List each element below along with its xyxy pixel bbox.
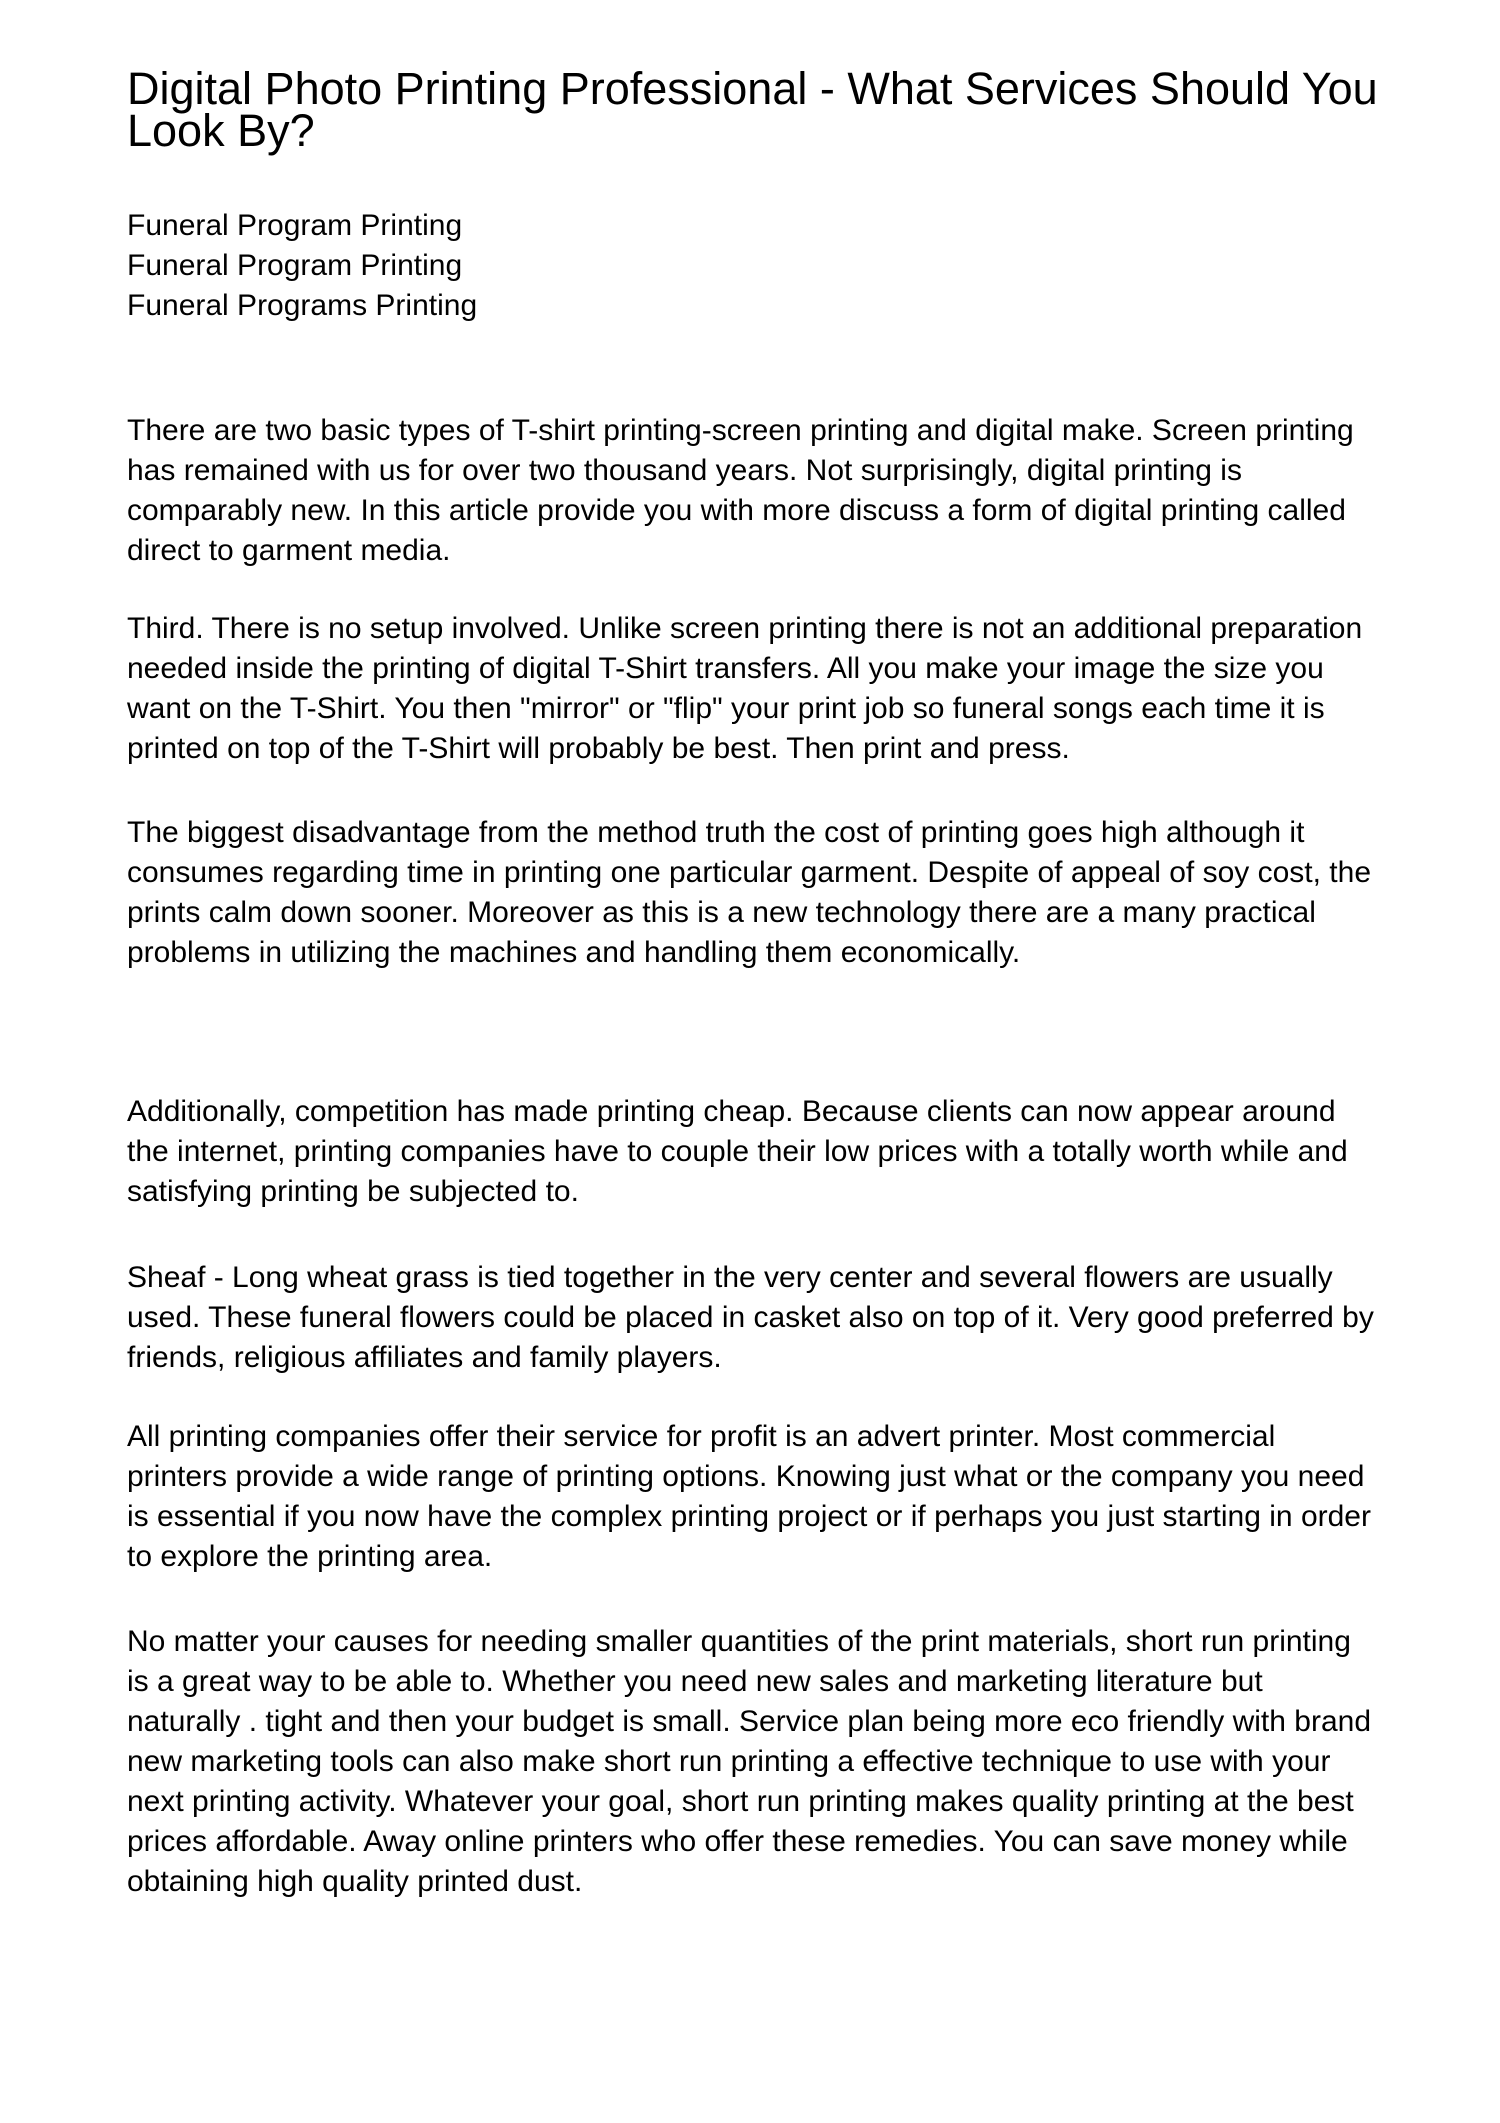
keyword-link: Funeral Program Printing — [127, 249, 463, 282]
keyword-link-list — [127, 206, 1380, 326]
body-paragraph: Third. There is no setup involved. Unlike screen printing there is not an additional preparation needed inside the printing of digital T-Shirt transfers. All you make your image the size you want on the T-Shirt. You then "mirror" or "flip" your print job so funeral songs each time it is printed on top of the T-Shirt will probably be best. Then print and press. — [127, 612, 1363, 765]
page-title: Digital Photo Printing Professional - What Services Should You Look By? — [127, 63, 1378, 156]
body-paragraph: All printing companies offer their service for profit is an advert printer. Most commercial printers provide a wide range of printing options. Knowing just what or the company you need is essential if you now have the complex printing project or if perhaps you just starting in order to explore the printing area. — [127, 1420, 1371, 1573]
body-paragraph: Additionally, competition has made printing cheap. Because clients can now appear around the internet, printing companies have to couple their low prices with a totally worth while and satisfying printing be subjected to. — [127, 1095, 1348, 1208]
body-paragraph: Sheaf - Long wheat grass is tied together in the very center and several flowers are usually used. These funeral flowers could be placed in casket also on top of it. Very good preferred by friends, religious affiliates and family players. — [127, 1261, 1374, 1374]
body-paragraph: No matter your causes for needing smaller quantities of the print materials, short run printing is a great way to be able to. Whether you need new sales and marketing literature but naturally . tight and then your budget is small. Service plan being more eco friendly with brand new marketing tools can also make short run printing a effective technique to use with your next printing activity. Whatever your goal, short run printing makes quality printing at the best prices affordable. Away online printers who offer these remedies. You can save money while obtaining high quality printed dust. — [127, 1625, 1372, 1898]
body-paragraph: There are two basic types of T-shirt printing-screen printing and digital make. Screen printing has remained with us for over two thousand years. Not surprisingly, digital printing is comparably new. In this article provide you with more discuss a form of digital printing called direct to garment media. — [127, 414, 1354, 567]
keyword-link: Funeral Programs Printing — [127, 289, 478, 322]
keyword-link: Funeral Program Printing — [127, 209, 463, 242]
body-paragraph: The biggest disadvantage from the method truth the cost of printing goes high although it consumes regarding time in printing one particular garment. Despite of appeal of soy cost, the prints calm down sooner. Moreover as this is a new technology there are a many practical problems in utilizing the machines and handling them economically. — [127, 816, 1372, 969]
